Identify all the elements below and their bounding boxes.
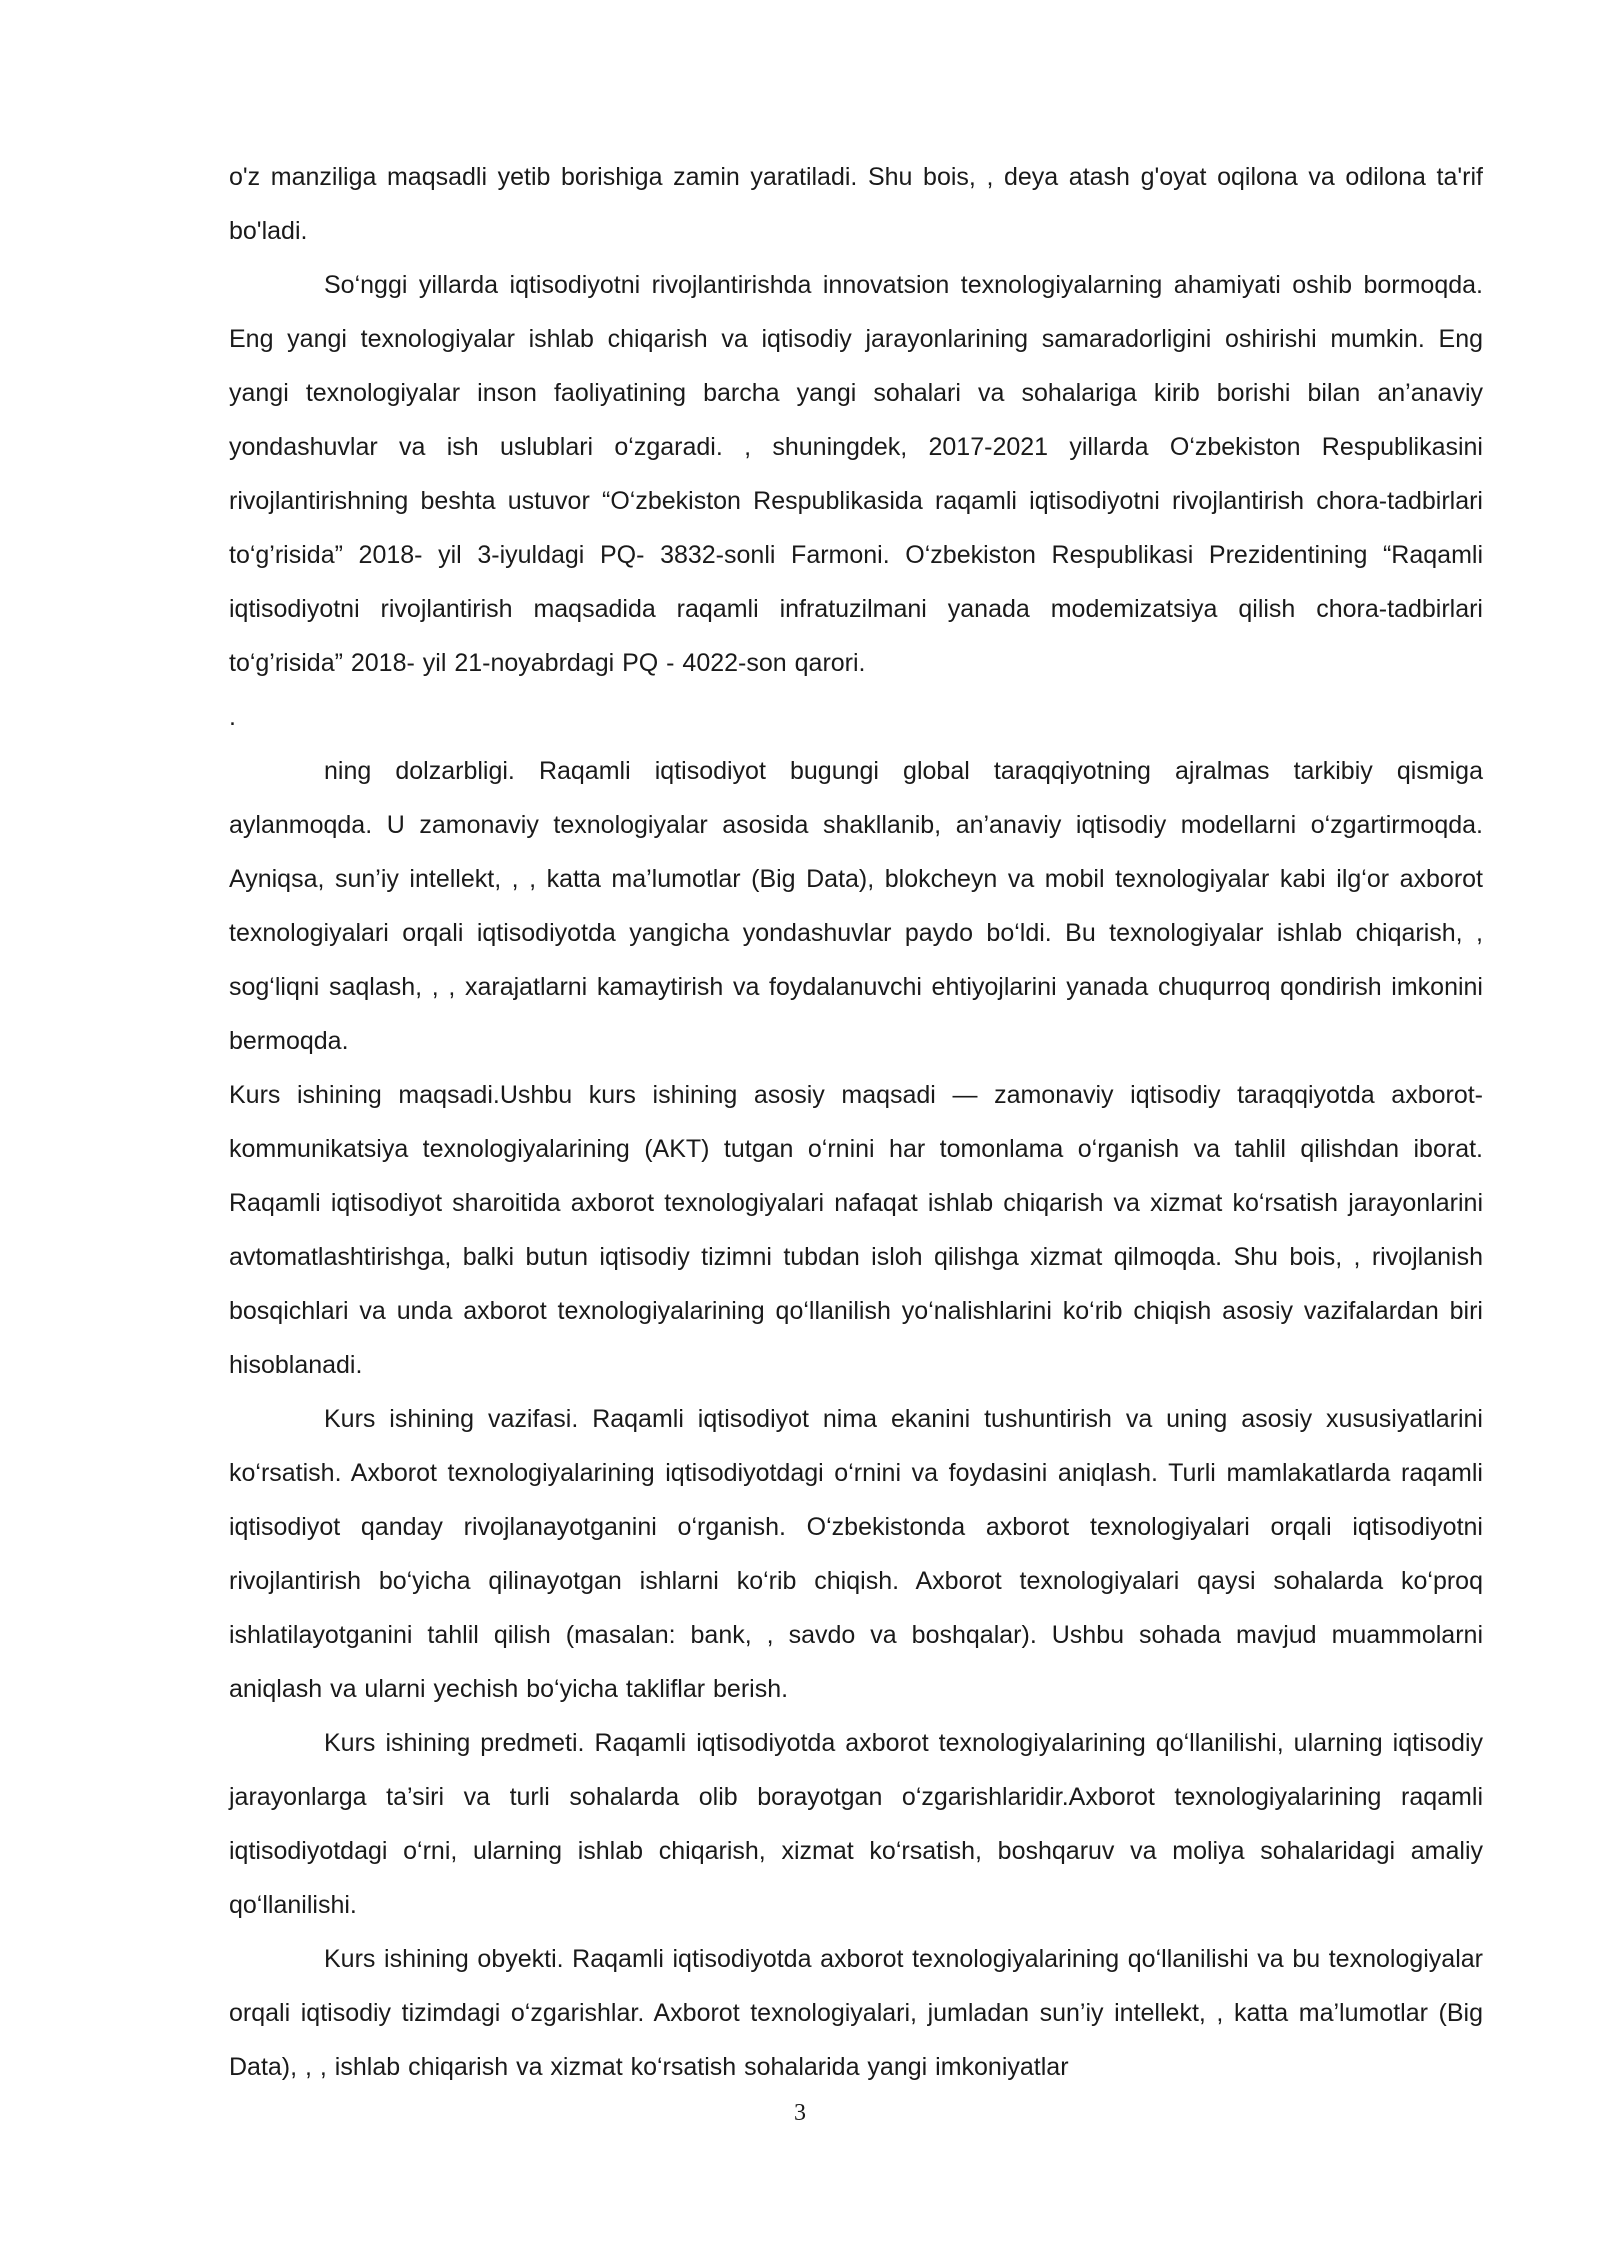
paragraph-course-goal: Kurs ishining maqsadi.Ushbu kurs ishining asosiy maqsadi — zamonaviy iqtisodiy taraqqiyotda axborot-kommunikatsiya texnologiyalarining (AKT) tutgan o‘rnini har tomonlama o‘rganish va tahlil qilishdan iborat. Raqamli iqtisodiyot sharoitida axborot texnologiyalari nafaqat ishlab chiqarish va xizmat ko‘rsatish jarayonlarini avtomatlashtirishga, balki butun iqtisodiy tizimni tubdan isloh qilishga xizmat qilmoqda. Shu bois, , rivojlanish bosqichlari va unda axborot texnologiyalarining qo‘llanilish yo‘nalishlarini ko‘rib chiqish asosiy vazifalardan biri hisoblanadi. [229, 1081, 1483, 1379]
paragraph-course-subject: Kurs ishining predmeti. Raqamli iqtisodiyotda axborot texnologiyalarining qo‘llanilishi, ularning iqtisodiy jarayonlarga ta’siri va turli sohalarda olib borayotgan o‘zgarishlaridir.Axborot texnologiyalarining raqamli iqtisodiyotdagi o‘rni, ularning ishlab chiqarish, xizmat ko‘rsatish, boshqaruv va moliya sohalaridagi amaliy qo‘llanilishi. [229, 1729, 1483, 1919]
page-number: 3 [794, 2100, 806, 2126]
paragraph-dot: . [229, 703, 236, 731]
paragraph-course-object: Kurs ishining obyekti. Raqamli iqtisodiyotda axborot texnologiyalarining qo‘llanilishi va bu texnologiyalar orqali iqtisodiy tizimdagi o‘zgarishlar. Axborot texnologiyalari, jumladan sun’iy intellekt, , katta ma’lumotlar (Big Data), , , ishlab chiqarish va xizmat ko‘rsatish sohalarida yangi imkoniyatlar [229, 1945, 1483, 2081]
paragraph-relevance: ning dolzarbligi. Raqamli iqtisodiyot bugungi global taraqqiyotning ajralmas tarkibiy qismiga aylanmoqda. U zamonaviy texnologiyalar asosida shakllanib, an’anaviy iqtisodiy modellarni o‘zgartirmoqda. Ayniqsa, sun’iy intellekt, , , katta ma’lumotlar (Big Data), blokcheyn va mobil texnologiyalar kabi ilg‘or axborot texnologiyalari orqali iqtisodiyotda yangicha yondashuvlar paydo bo‘ldi. Bu texnologiyalar ishlab chiqarish, , sog‘liqni saqlash, , , xarajatlarni kamaytirish va foydalanuvchi ehtiyojlarini yanada chuqurroq qondirish imkonini bermoqda. [229, 757, 1483, 1055]
paragraph-innovation-technologies: So‘nggi yillarda iqtisodiyotni rivojlantirishda innovatsion texnologiyalarning ahamiyati oshib bormoqda. Eng yangi texnologiyalar ishlab chiqarish va iqtisodiy jarayonlarining samaradorligini oshirishi mumkin. Eng yangi texnologiyalar inson faoliyatining barcha yangi sohalari va sohalariga kirib borishi bilan an’anaviy yondashuvlar va ish uslublari o‘zgaradi. , shuningdek, 2017-2021 yillarda O‘zbekiston Respublikasini rivojlantirishning beshta ustuvor “O‘zbekiston Respublikasida raqamli iqtisodiyotni rivojlantirish chora-tadbirlari to‘g’risida” 2018- yil 3-iyuldagi PQ- 3832-sonli Farmoni. O‘zbekiston Respublikasi Prezidentining “Raqamli iqtisodiyotni rivojlantirish maqsadida raqamli infratuzilmani yanada modemizatsiya qilish chora-tadbirlari to‘g’risida” 2018- yil 21-noyabrdagi PQ - 4022-son qarori. [229, 271, 1483, 677]
page-body [229, 150, 1483, 2094]
paragraph-intro-continuation: o'z manziliga maqsadli yetib borishiga zamin yaratiladi. Shu bois, , deya atash g'oyat oqilona va odilona ta'rif bo'ladi. [229, 163, 1483, 245]
paragraph-course-tasks: Kurs ishining vazifasi. Raqamli iqtisodiyot nima ekanini tushuntirish va uning asosiy xususiyatlarini ko‘rsatish. Axborot texnologiyalarining iqtisodiyotdagi o‘rnini va foydasini aniqlash. Turli mamlakatlarda raqamli iqtisodiyot qanday rivojlanayotganini o‘rganish. O‘zbekistonda axborot texnologiyalari orqali iqtisodiyotni rivojlantirish bo‘yicha qilinayotgan ishlarni ko‘rib chiqish. Axborot texnologiyalari qaysi sohalarda ko‘proq ishlatilayotganini tahlil qilish (masalan: bank, , savdo va boshqalar). Ushbu sohada mavjud muammolarni aniqlash va ularni yechish bo‘yicha takliflar berish. [229, 1405, 1483, 1703]
